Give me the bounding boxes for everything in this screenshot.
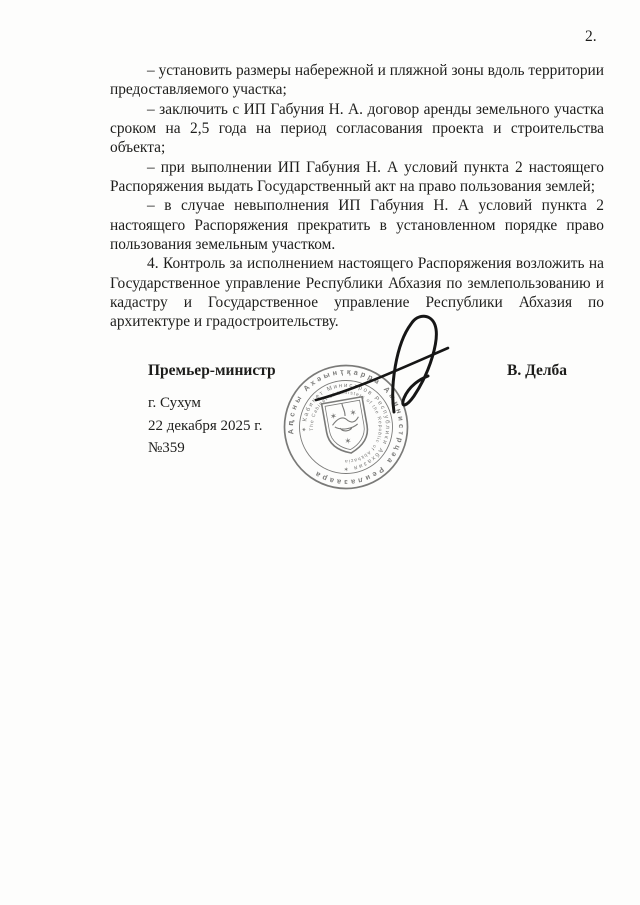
page-number: 2. [585, 28, 597, 45]
document-body [110, 61, 604, 332]
body-paragraph: 4. Контроль за исполнением настоящего Распоряжения возложить на Государственное управление Республики Абхазия по землепользованию и кадастру и Государственное управление Республики Абхазия по архитектуре и градостроительству. [110, 255, 604, 331]
signature-title: Премьер-министр [148, 362, 276, 379]
document-number: №359 [148, 440, 185, 456]
svg-text:✶: ✶ [343, 435, 353, 447]
body-paragraph: – заключить с ИП Габуния Н. А. договор аренды земельного участка сроком на 2,5 года на период согласования проекта и строительства объекта; [110, 100, 604, 157]
body-paragraph: – установить размеры набережной и пляжной зоны вдоль территории предоставляемого участка; [110, 62, 604, 99]
svg-text:✶: ✶ [329, 410, 338, 422]
signature-date: 22 декабря 2025 г. [148, 418, 263, 434]
stamp-middle-ring-text: ✶ Кабинет Министров Республики Абхазия ✶ [300, 381, 392, 473]
signer-name: В. Делба [507, 362, 568, 379]
handwritten-signature-icon [310, 308, 458, 418]
stamp-inner-ring-text: The Cabinet of Ministers of the Republic of Abkhazia [309, 390, 383, 464]
svg-text:✶: ✶ [348, 406, 358, 419]
stamp-outer-ring-text: Аԥсны Ахәынҭқарра Аминистрцәа Реилазаара [285, 366, 407, 488]
body-paragraph: – при выполнении ИП Габуния Н. А условий пункта 2 настоящего Распоряжения выдать Государственный акт на право пользования землей; [110, 158, 604, 196]
signature-city: г. Сухум [148, 395, 201, 411]
body-paragraph: – в случае невыполнения ИП Габуния Н. А условий пункта 2 настоящего Распоряжения прекратить в установленном порядке право пользования земельным участком. [110, 197, 604, 254]
